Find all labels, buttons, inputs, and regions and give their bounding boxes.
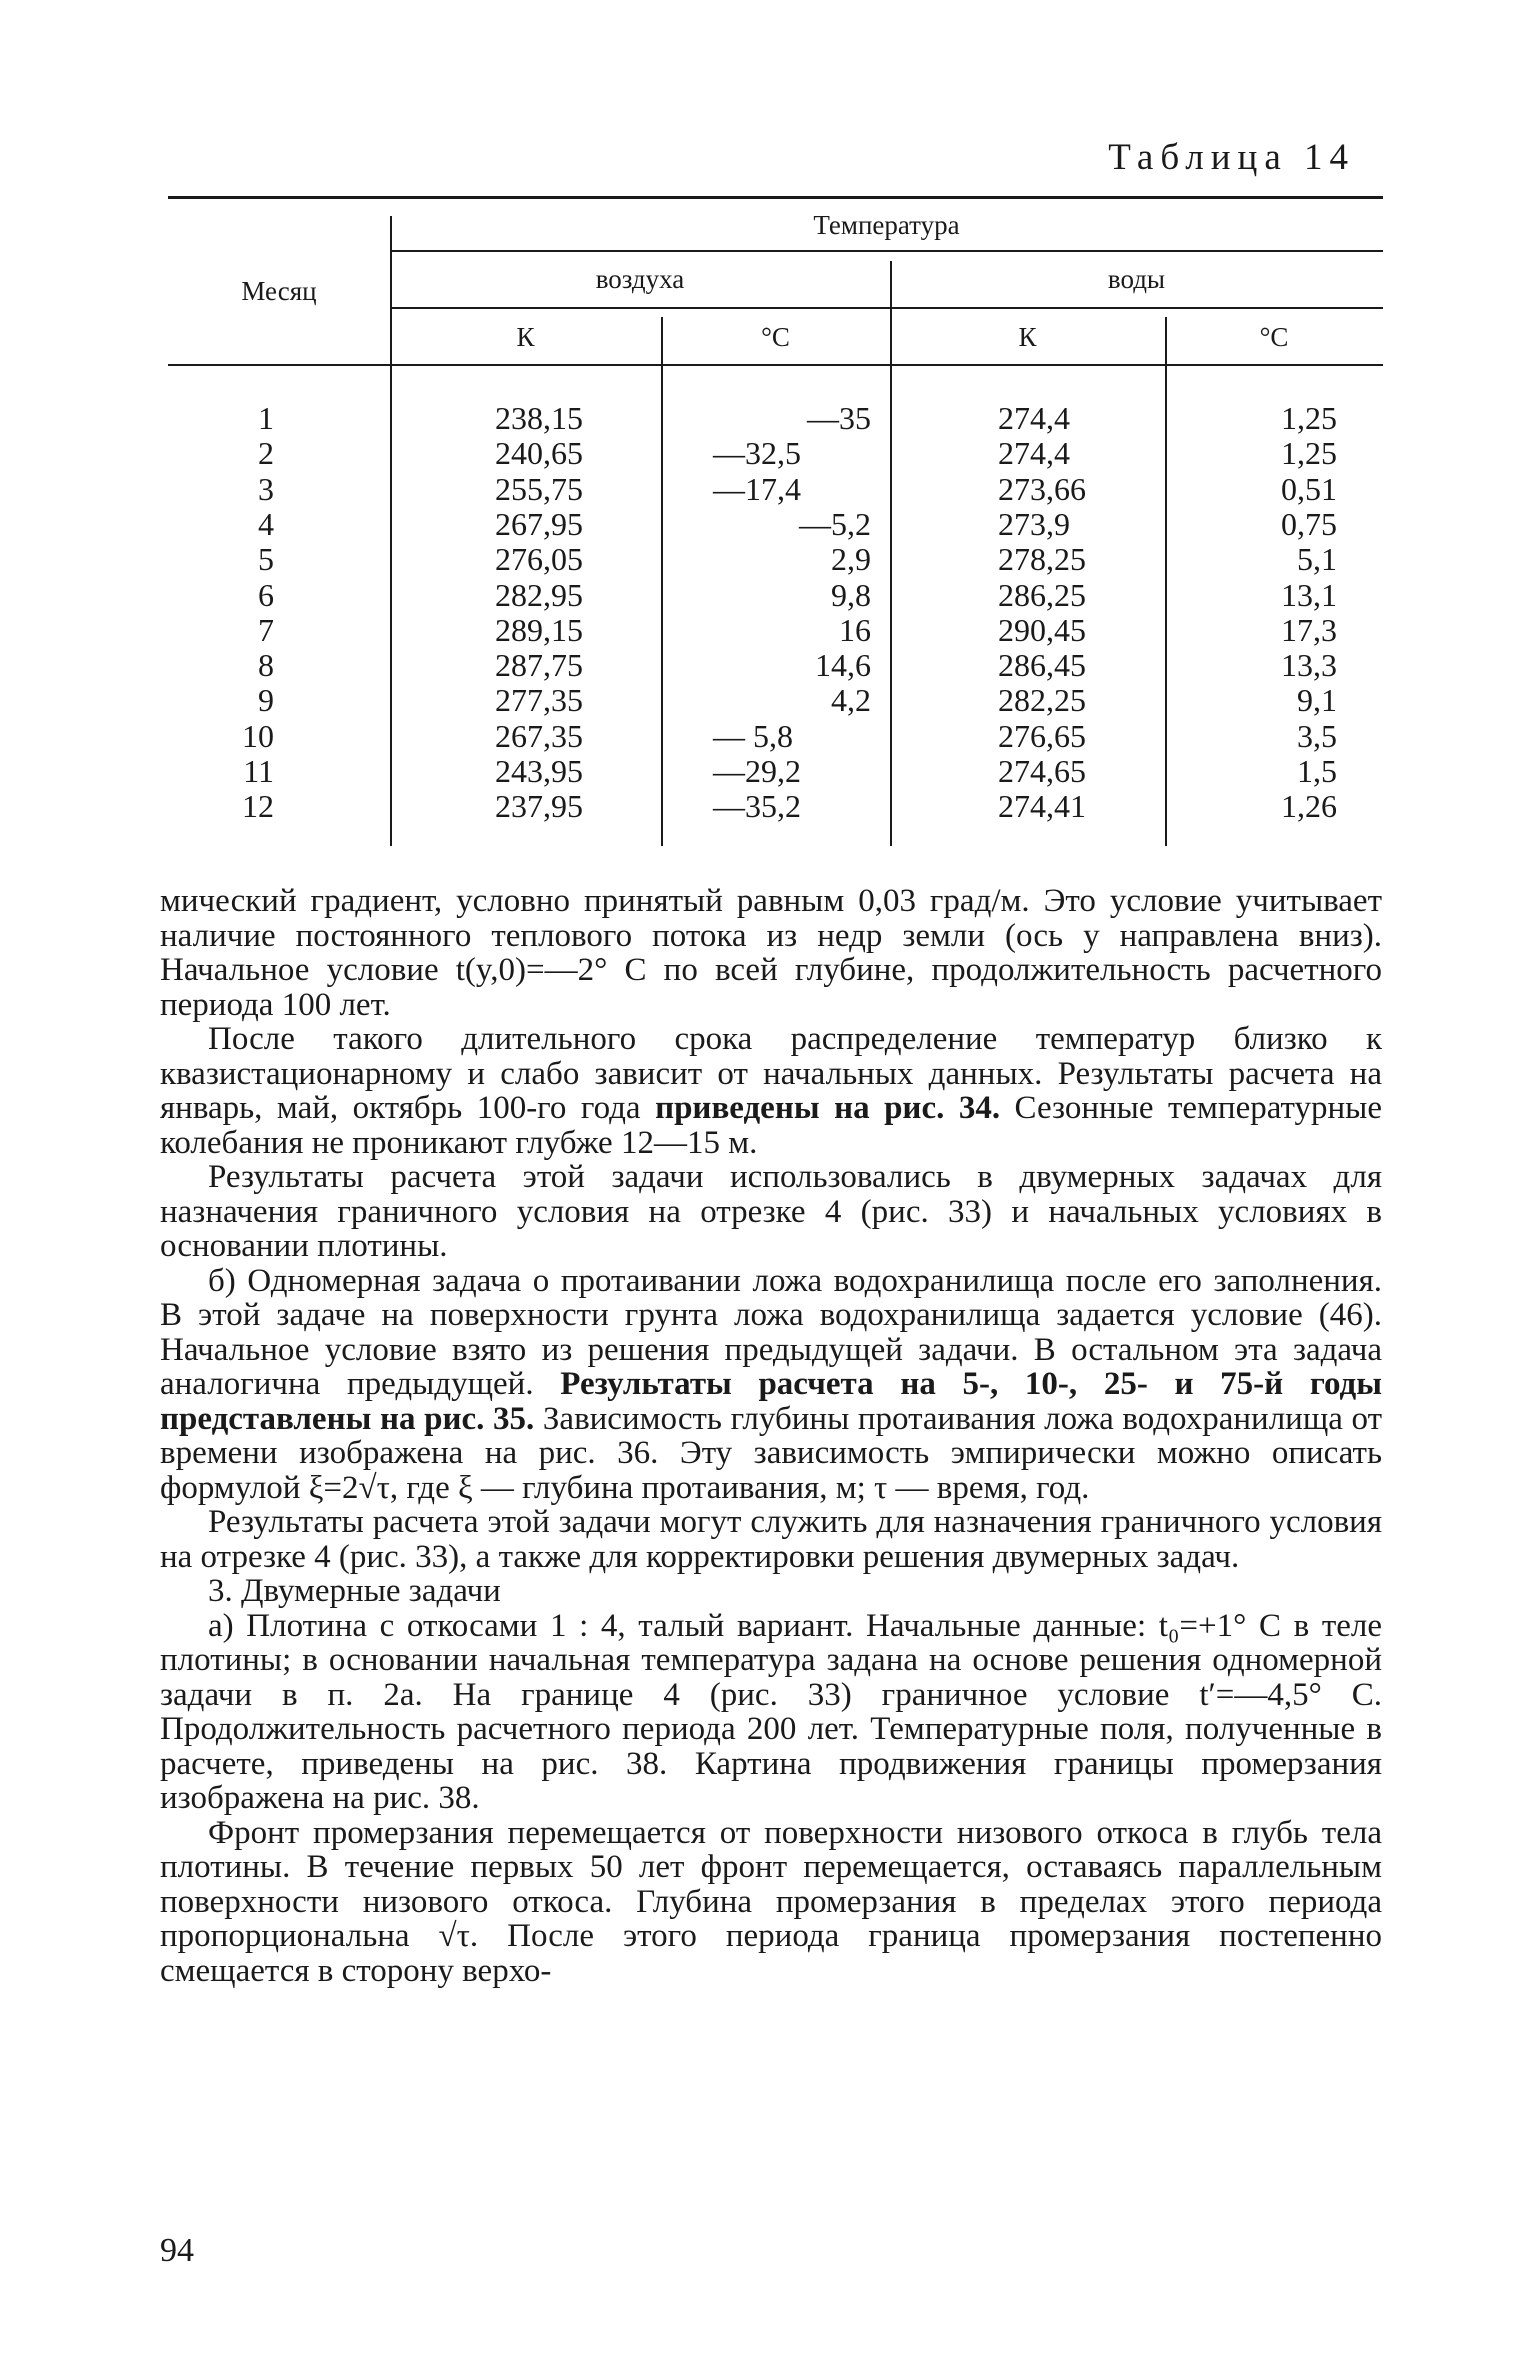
cell-air-k: 237,95 bbox=[495, 788, 583, 825]
cell-water-k: 274,4 bbox=[998, 400, 1070, 436]
cell-air-k: 267,95 bbox=[495, 505, 583, 542]
header-water: воды bbox=[1107, 264, 1166, 294]
paragraph-2: После такого длительного срока распределение температур близко к квазистационарному и слабо зависит от начальных данных. Результаты расчета на январь, май, октябрь 100-го года приведены на рис. 34. Сезонные температурные колебания не проникают глубже 12—15 м. bbox=[160, 1021, 1383, 1161]
cell-water-c: 1,25 bbox=[1281, 435, 1337, 472]
paragraph-5: Результаты расчета этой задачи могут служить для назначения граничного условия на отрезке 4 (рис. 33), а также для корректировки решения двумерных задач. bbox=[160, 1504, 1382, 1575]
cell-air-k: 267,35 bbox=[495, 717, 583, 754]
cell-month: 12 bbox=[242, 788, 274, 825]
temperature-rule bbox=[390, 250, 1383, 252]
paragraph-1: мический градиент, условно принятый равным 0,03 град/м. Это условие учитывает наличие постоянного теплового потока из недр земли (ось y направлена вниз). Начальное условие t(y,0)=—2° С по всей глубине, продолжительность расчетного периода 100 лет. bbox=[160, 883, 1382, 1023]
cell-month: 5 bbox=[258, 541, 274, 578]
cell-air-c: —17,4 bbox=[713, 470, 801, 507]
header-water-k: К bbox=[1018, 322, 1037, 352]
water-k-c-divider bbox=[1165, 317, 1167, 846]
cell-air-k: 287,75 bbox=[495, 647, 583, 684]
table-top-rule bbox=[168, 196, 1383, 199]
month-divider bbox=[390, 216, 392, 846]
header-temperature: Температура bbox=[813, 210, 960, 240]
cell-water-c: 1,26 bbox=[1281, 788, 1337, 825]
cell-water-k: 273,66 bbox=[998, 470, 1086, 507]
cell-water-k: 276,65 bbox=[998, 717, 1086, 754]
cell-air-k: 282,95 bbox=[495, 576, 583, 613]
header-air-k: К bbox=[516, 322, 535, 352]
cell-air-c: —35,2 bbox=[713, 788, 801, 825]
cell-month: 11 bbox=[243, 753, 274, 789]
subheader-rule bbox=[390, 307, 1383, 309]
cell-water-k: 274,65 bbox=[998, 753, 1086, 789]
cell-water-k: 282,25 bbox=[998, 682, 1086, 719]
cell-air-c: —35 bbox=[807, 400, 871, 436]
header-air-c: °С bbox=[761, 322, 790, 352]
cell-water-c: 0,51 bbox=[1281, 470, 1337, 507]
cell-water-k: 286,45 bbox=[998, 647, 1086, 684]
cell-water-k: 273,9 bbox=[998, 505, 1070, 542]
cell-month: 1 bbox=[258, 400, 274, 436]
cell-water-c: 0,75 bbox=[1281, 505, 1337, 542]
cell-water-k: 278,25 bbox=[998, 541, 1086, 578]
cell-water-k: 290,45 bbox=[998, 611, 1086, 648]
cell-water-k: 274,41 bbox=[998, 788, 1086, 825]
cell-air-k: 277,35 bbox=[495, 682, 583, 719]
paragraph-3: Результаты расчета этой задачи использовались в двумерных задачах для назначения граничного условия на отрезке 4 (рис. 33) и начальных условиях в основании плотины. bbox=[160, 1159, 1382, 1264]
cell-water-c: 13,1 bbox=[1281, 576, 1337, 613]
cell-month: 3 bbox=[258, 470, 274, 507]
cell-water-k: 286,25 bbox=[998, 576, 1086, 613]
cell-month: 2 bbox=[258, 435, 274, 472]
cell-air-k: 255,75 bbox=[495, 470, 583, 507]
cell-air-c: 14,6 bbox=[815, 647, 871, 684]
cell-air-c: 4,2 bbox=[831, 682, 871, 719]
header-water-c: °С bbox=[1259, 322, 1289, 352]
table-header-rule bbox=[168, 364, 1383, 366]
cell-air-k: 243,95 bbox=[495, 753, 583, 789]
temperature-table bbox=[168, 196, 1383, 856]
cell-air-c: 9,8 bbox=[831, 576, 871, 613]
cell-water-c: 9,1 bbox=[1297, 682, 1337, 719]
cell-month: 9 bbox=[258, 682, 274, 719]
cell-air-k: 240,65 bbox=[495, 435, 583, 472]
cell-air-c: 2,9 bbox=[831, 541, 871, 578]
body-text bbox=[160, 884, 1382, 1988]
cell-water-c: 1,5 bbox=[1297, 753, 1337, 789]
cell-air-c: — 5,8 bbox=[713, 717, 793, 754]
cell-month: 6 bbox=[258, 576, 274, 613]
cell-air-k: 238,15 bbox=[495, 400, 583, 436]
cell-air-c: —5,2 bbox=[799, 505, 871, 542]
page-number: 94 bbox=[160, 2232, 194, 2269]
cell-water-c: 3,5 bbox=[1297, 717, 1337, 754]
cell-water-k: 274,4 bbox=[998, 435, 1070, 472]
paragraph-8: Фронт промерзания перемещается от поверхности низового откоса в глубь тела плотины. В течение первых 50 лет фронт перемещается, оставаясь параллельным поверхности низового откоса. Глубина промерзания в пределах этого периода пропорциональна √τ. После этого периода граница промерзания постепенно смещается в сторону верхо- bbox=[160, 1814, 1382, 1989]
cell-water-c: 5,1 bbox=[1297, 541, 1337, 578]
paragraph-7: а) Плотина с откосами 1 : 4, талый вариант. Начальные данные: t₀=+1° С в теле плотины; в основании начальная температура задана на основе решения одномерной задачи в п. 2а. На границе 4 (рис. 33) граничное условие t′=—4,5° С. Продолжительность расчетного периода 200 лет. Температурные поля, полученные в расчете, приведены на рис. 38. Картина продвижения границы промерзания изображена на рис. 38. bbox=[160, 1607, 1382, 1816]
cell-air-c: 16 bbox=[839, 611, 871, 648]
table-caption: Таблица 14 bbox=[1108, 137, 1355, 178]
cell-air-c: —32,5 bbox=[713, 435, 801, 472]
paragraph-4: б) Одномерная задача о протаивании ложа водохранилища после его заполнения. В этой задаче на поверхности грунта ложа водохранилища задается условие (46). Начальное условие взято из решения предыдущей задачи. В остальном эта задача аналогична предыдущей. Результаты расчета на 5-, 10-, 25- и 75-й годы представлены на рис. 35. Зависимость глубины протаивания ложа водохранилища от времени изображена на рис. 36. Эту зависимость эмпирически можно описать формулой ξ=2√τ, где ξ — глубина протаивания, м; τ — время, год. bbox=[160, 1262, 1382, 1506]
cell-month: 7 bbox=[258, 611, 274, 648]
header-month: Месяц bbox=[241, 276, 317, 306]
air-k-c-divider bbox=[661, 317, 663, 846]
cell-month: 10 bbox=[242, 717, 274, 754]
cell-month: 8 bbox=[258, 647, 274, 684]
header-air: воздуха bbox=[595, 264, 685, 294]
section-heading: 3. Двумерные задачи bbox=[208, 1573, 501, 1609]
cell-water-c: 17,3 bbox=[1281, 611, 1337, 648]
cell-air-k: 289,15 bbox=[495, 611, 583, 648]
cell-water-c: 1,25 bbox=[1281, 400, 1337, 436]
cell-air-c: —29,2 bbox=[713, 753, 801, 789]
cell-month: 4 bbox=[258, 505, 274, 542]
cell-air-k: 276,05 bbox=[495, 541, 583, 578]
cell-water-c: 13,3 bbox=[1281, 647, 1337, 684]
